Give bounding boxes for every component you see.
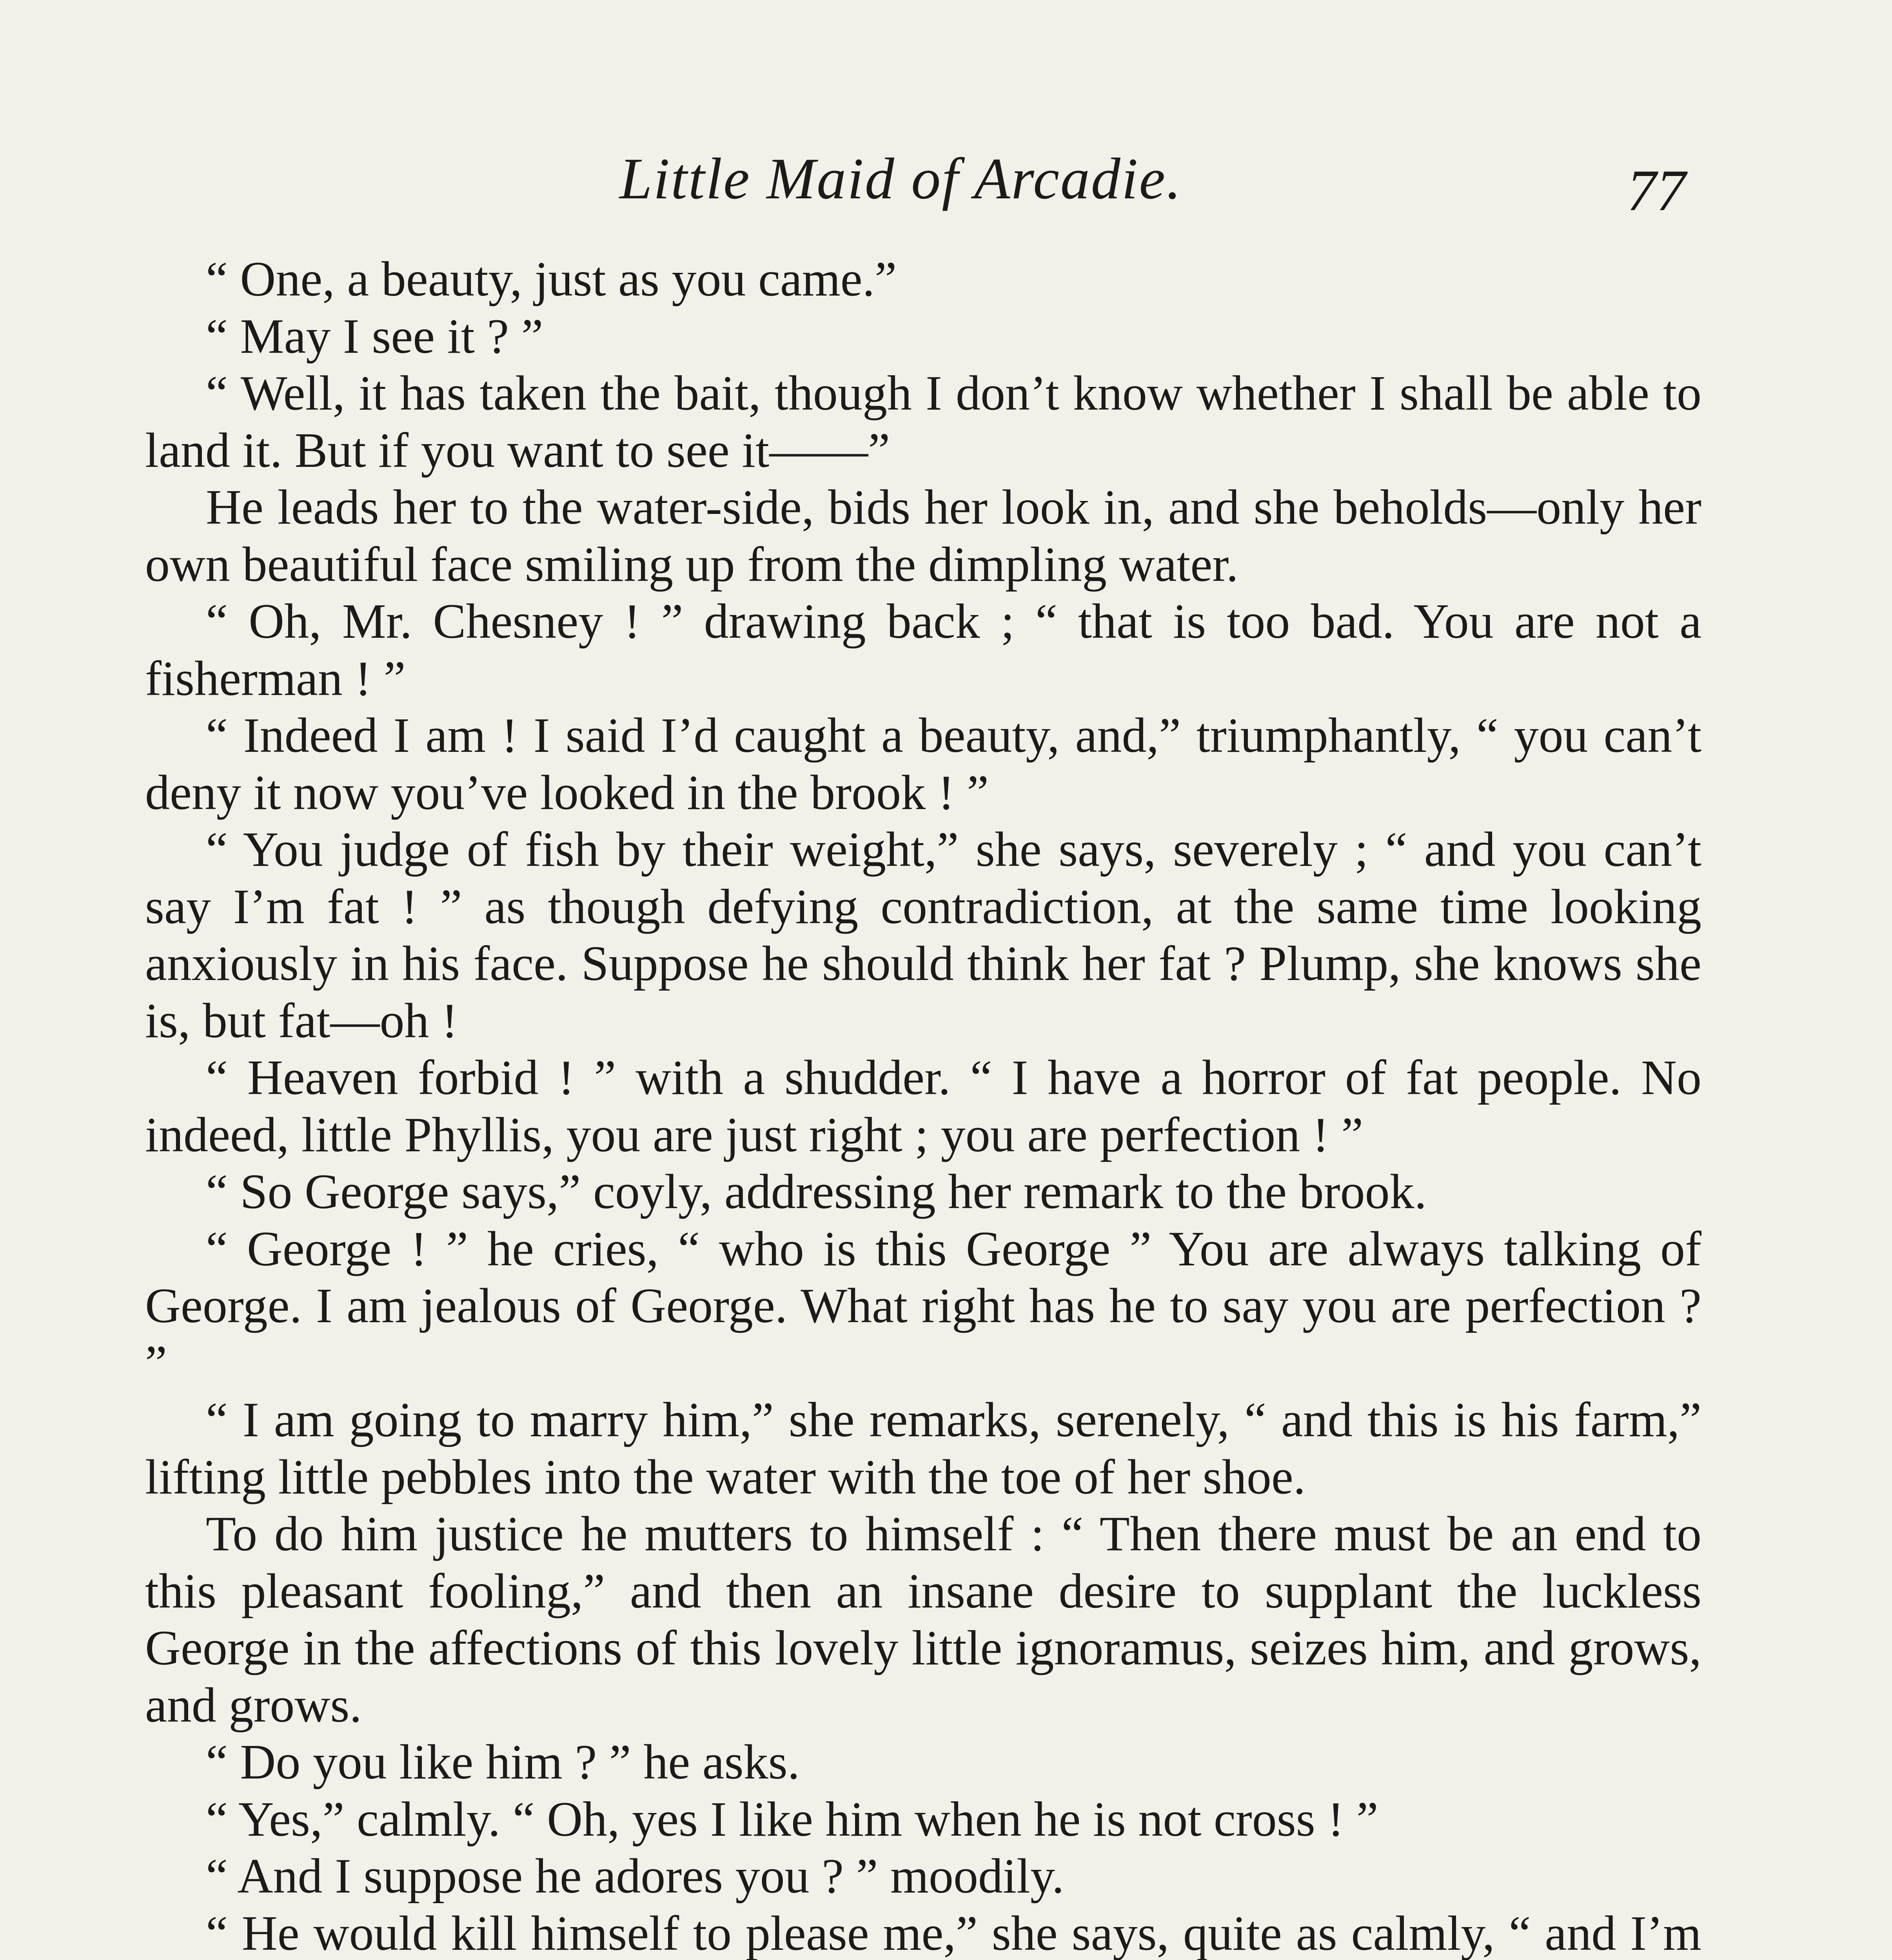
paragraph: “ George ! ” he cries, “ who is this George ” You are always talking of George. I am jealous of George. What right has he to say you are perfection ? ” [145, 1221, 1701, 1390]
paragraph: “ Indeed I am ! I said I’d caught a beauty, and,” triumphantly, “ you can’t deny it now you’ve looked in the brook ! ” [145, 708, 1701, 820]
text-body [145, 251, 1701, 1960]
paragraph: “ I am going to marry him,” she remarks, serenely, “ and this is his farm,” lifting little pebbles into the water with the toe of her shoe. [145, 1393, 1701, 1504]
paragraph: “ So George says,” coyly, addressing her remark to the brook. [206, 1165, 1427, 1219]
page-header [0, 129, 1892, 223]
running-title: Little Maid of Arcadie. [619, 146, 1182, 211]
paragraph: He leads her to the water-side, bids her look in, and she beholds—only her own beautiful face smiling up from the dimpling water. [145, 480, 1701, 592]
paragraph: “ And I suppose he adores you ? ” moodily. [206, 1849, 1064, 1904]
paragraph: To do him justice he mutters to himself : “ Then there must be an end to this pleasant fooling,” and then an insane desire to supplant the luckless George in the affections of this lovely little ignoramus, seizes him, and grows, and grows. [145, 1507, 1701, 1733]
paragraph: “ Do you like him ? ” he asks. [206, 1735, 800, 1789]
paragraph: “ Yes,” calmly. “ Oh, yes I like him when he is not cross ! ” [206, 1792, 1378, 1847]
paragraph: “ Oh, Mr. Chesney ! ” drawing back ; “ that is too bad. You are not a fisherman ! ” [145, 594, 1701, 706]
paragraph: “ May I see it ? ” [206, 309, 543, 364]
paragraph: “ Well, it has taken the bait, though I don’t know whether I shall be able to land it. But if you want to see it——” [145, 366, 1701, 478]
page-number: 77 [1627, 158, 1686, 223]
paragraph: “ You judge of fish by their weight,” she says, severely ; “ and you can’t say I’m fat ! ” as though defying contradiction, at the same time looking anxiously in his face. Suppose he should think her fat ? Plump, she knows she is, but fat—oh ! [145, 822, 1701, 1048]
paragraph: “ One, a beauty, just as you came.” [206, 252, 897, 307]
paragraph: “ He would kill himself to please me,” she says, quite as calmly, “ and I’m [206, 1906, 1701, 1960]
paragraph: “ Heaven forbid ! ” with a shudder. “ I have a horror of fat people. No indeed, little Phyllis, you are just right ; you are perfection ! ” [145, 1051, 1701, 1162]
